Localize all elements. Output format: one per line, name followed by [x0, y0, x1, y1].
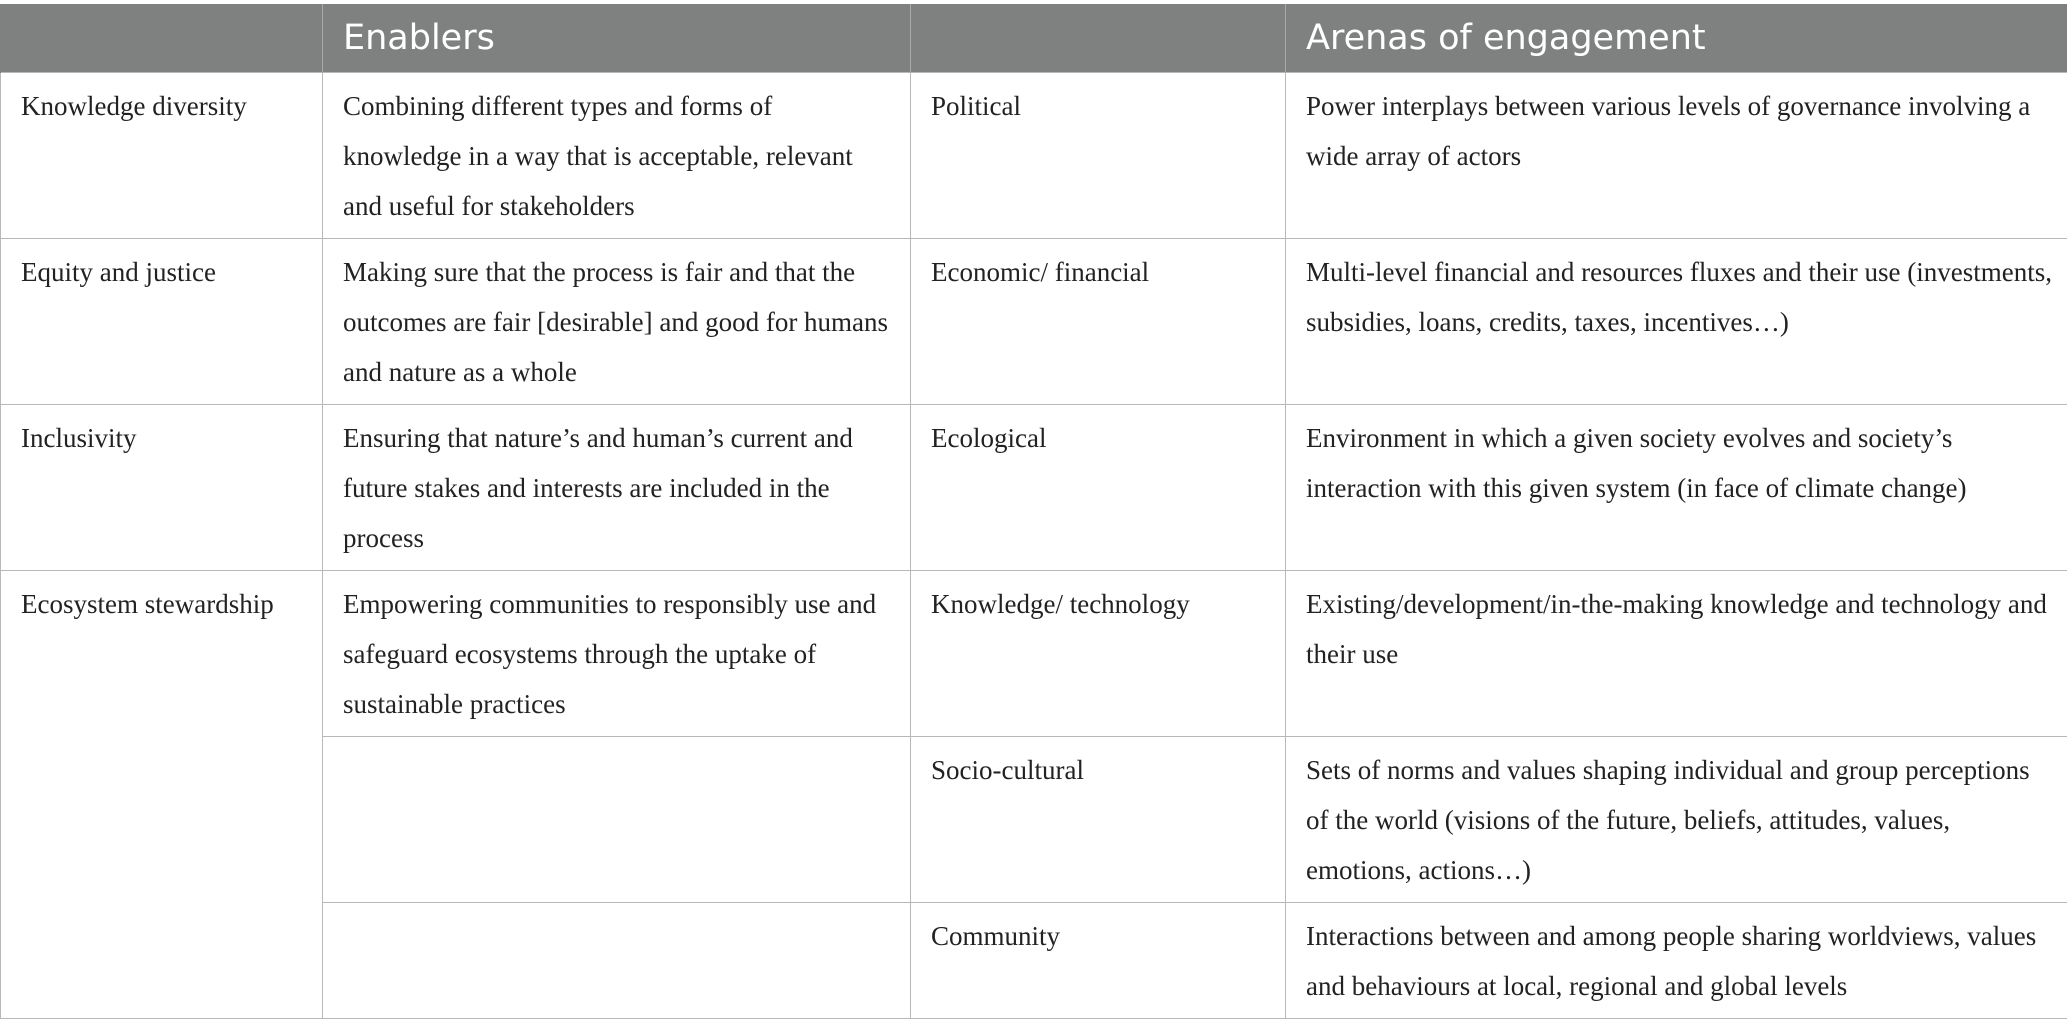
- header-cell-enablers: Enablers: [323, 4, 911, 72]
- header-cell-arenas-of-engagement: Arenas of engagement: [1286, 4, 2067, 72]
- enabler-name-cell: Equity and justice: [1, 238, 323, 404]
- table-row: [1, 404, 2067, 570]
- arena-description-cell: Multi-level financial and resources fluxes and their use (investments, subsidies, loans, credits, taxes, incentives…): [1286, 238, 2067, 404]
- arena-name-cell: Community: [911, 902, 1286, 1018]
- arena-description-cell: Interactions between and among people sharing worldviews, values and behaviours at local, regional and global levels: [1286, 902, 2067, 1018]
- header-row: [1, 4, 2067, 72]
- arena-name-cell: Ecological: [911, 404, 1286, 570]
- enabler-name-cell: Ecosystem stewardship: [1, 570, 323, 1018]
- arena-name-cell: Political: [911, 72, 1286, 238]
- arena-name-cell: Economic/ financial: [911, 238, 1286, 404]
- table-body: [1, 72, 2067, 1018]
- header-cell-enabler-name: [1, 4, 323, 72]
- enabler-description-cell: Ensuring that nature’s and human’s current and future stakes and interests are included in the process: [323, 404, 911, 570]
- arena-description-cell: Sets of norms and values shaping individual and group perceptions of the world (visions of the future, beliefs, attitudes, values, emotions, actions…): [1286, 736, 2067, 902]
- table-row: [1, 238, 2067, 404]
- arena-description-cell: Existing/development/in-the-making knowledge and technology and their use: [1286, 570, 2067, 736]
- enabler-name-cell: Inclusivity: [1, 404, 323, 570]
- enabler-name-cell: Knowledge diversity: [1, 72, 323, 238]
- enabler-description-cell: [323, 902, 911, 1018]
- arena-description-cell: Power interplays between various levels of governance involving a wide array of actors: [1286, 72, 2067, 238]
- arena-name-cell: Knowledge/ technology: [911, 570, 1286, 736]
- enabler-description-cell: Making sure that the process is fair and that the outcomes are fair [desirable] and good for humans and nature as a whole: [323, 238, 911, 404]
- enabler-description-cell: [323, 736, 911, 902]
- enablers-arenas-table: [0, 4, 2067, 1019]
- arena-name-cell: Socio-cultural: [911, 736, 1286, 902]
- enabler-description-cell: Empowering communities to responsibly use and safeguard ecosystems through the uptake of sustainable practices: [323, 570, 911, 736]
- header-cell-arena-name: [911, 4, 1286, 72]
- table-row: [1, 570, 2067, 736]
- arena-description-cell: Environment in which a given society evolves and society’s interaction with this given system (in face of climate change): [1286, 404, 2067, 570]
- table-header: [1, 4, 2067, 72]
- enabler-description-cell: Combining different types and forms of knowledge in a way that is acceptable, relevant and useful for stakeholders: [323, 72, 911, 238]
- table-row: [1, 72, 2067, 238]
